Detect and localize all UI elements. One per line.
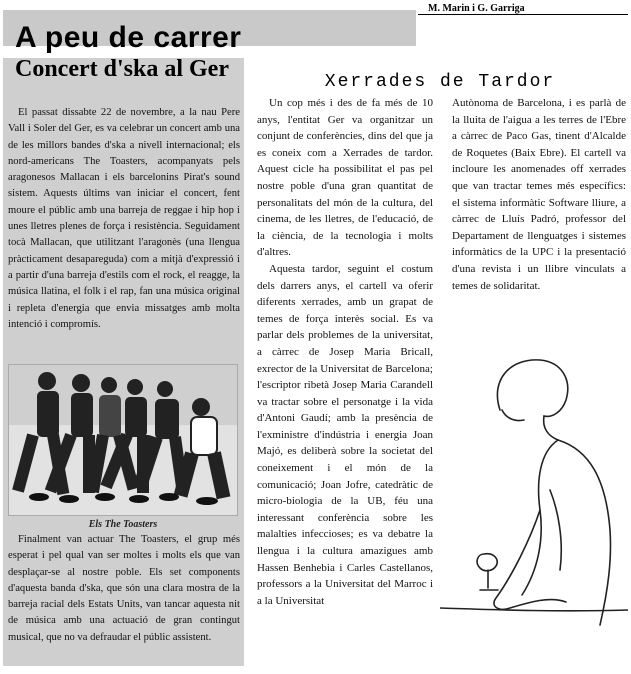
- right-article-para2: Aquesta tardor, seguint el costum dels darrers anys, el cartell va oferir diferents xerrades, amb un grapat de temes de força interès social. Es va parlar dels problemes de la universitat, a càrrec de Josep Maria Bricall, exrector de la Universitat de Barcelona; l'escriptor ribetà Josep Maria Carandell va tractar sobre el personatge i la vida d'Antoni Gaudí; amb la presència de l'exministre d'indústria i energia Joan Majó, es deliberà sobre la societat del coneixement i el món de la comunicació; Joan Jofre, catedràtic de micro-biologia de la UB, féu una interessant conferència sobre les malalties infeccioses; es va debatre la llengua i la cultura amazigues amb Hassen Benhebia i Carles Castellanos, professors a la Universitat del Marroc i a la Universitat: [257, 262, 433, 607]
- right-article-title: Xerrades de Tardor: [324, 72, 556, 92]
- right-article-column-1: [257, 95, 433, 609]
- byline: M. Marin i G. Garriga: [428, 3, 525, 14]
- section-header: [3, 10, 416, 54]
- right-article-para1: Un cop més i des de fa més de 10 anys, l'entitat Ger va organitzar un conjunt de conferències, dins del que ja es coneix com a Xerrades de tardor. Aquest cicle ha possibilitat el pas pel nostre poble d'una gran quantitat de personalitats del món de la cultura, del cinema, de les lletres, de l'educació, de la ciència, de la tecnologia i molts d'altres.: [257, 97, 433, 259]
- band-photo: [8, 364, 238, 516]
- sketch-illustration: [440, 340, 628, 630]
- right-article-column-2: [452, 95, 626, 294]
- byline-rule: [418, 14, 628, 15]
- left-article-para1: El passat dissabte 22 de novembre, a la nau Pere Vall i Soler del Ger, es va celebrar un concert amb una de les millors bandes d'ska a nivell internacional; els nord-americans The Toasters, acompanyats pels aragonesos Mallacan i els barcelonins Pirat's sound sistem. Aquests últims van iniciar el concert, fent moure el públic amb una barreja de reggae i hip hop i unes lletres plenes de força i resistència. Seguidament tocà Mallacan, que utilitzant l'aragonès (una llengua pràcticament desapareguda) com a mitjà d'expressió i a partir d'una barreja d'estils com el rock, el reagge, la música llatina, el folk i el rap, fan una música original i repleta d'energia que envia missatges amb molta intenció i compromís.: [8, 107, 240, 330]
- section-title: A peu de carrer: [15, 21, 242, 54]
- right-article-para3: Autònoma de Barcelona, i es parlà de la lluita de l'aigua a les terres de l'Ebre a càrrec de Paco Gas, tinent d'Alcalde de Roquetes (Baix Ebre). El cartell va incloure les anomenades off xerrades que van tractar temes més específics: el sistema informàtic Software lliure, a càrrec de Lluís Padró, professor del Departament de llenguatges i sistemes informàtics de la UPC i la presentació d'una revista i un llibre vinculats a temes de solidaritat.: [452, 97, 626, 292]
- photo-caption: Els The Toasters: [88, 519, 158, 530]
- band-photo-image: [9, 365, 238, 516]
- left-article-title: Concert d'ska al Ger: [15, 56, 229, 82]
- left-article-para2: Finalment van actuar The Toasters, el grup més esperat i pel qual van ser moltes i molts els que van desplaçar-se al nostre poble. Els set components d'aquesta banda d'ska, que són una clara mostra de la barreja racial dels Estats Units, van tancar aquesta nit de música amb una actuació de gran contingut musical, que no va defraudar el públic assistent.: [8, 534, 240, 643]
